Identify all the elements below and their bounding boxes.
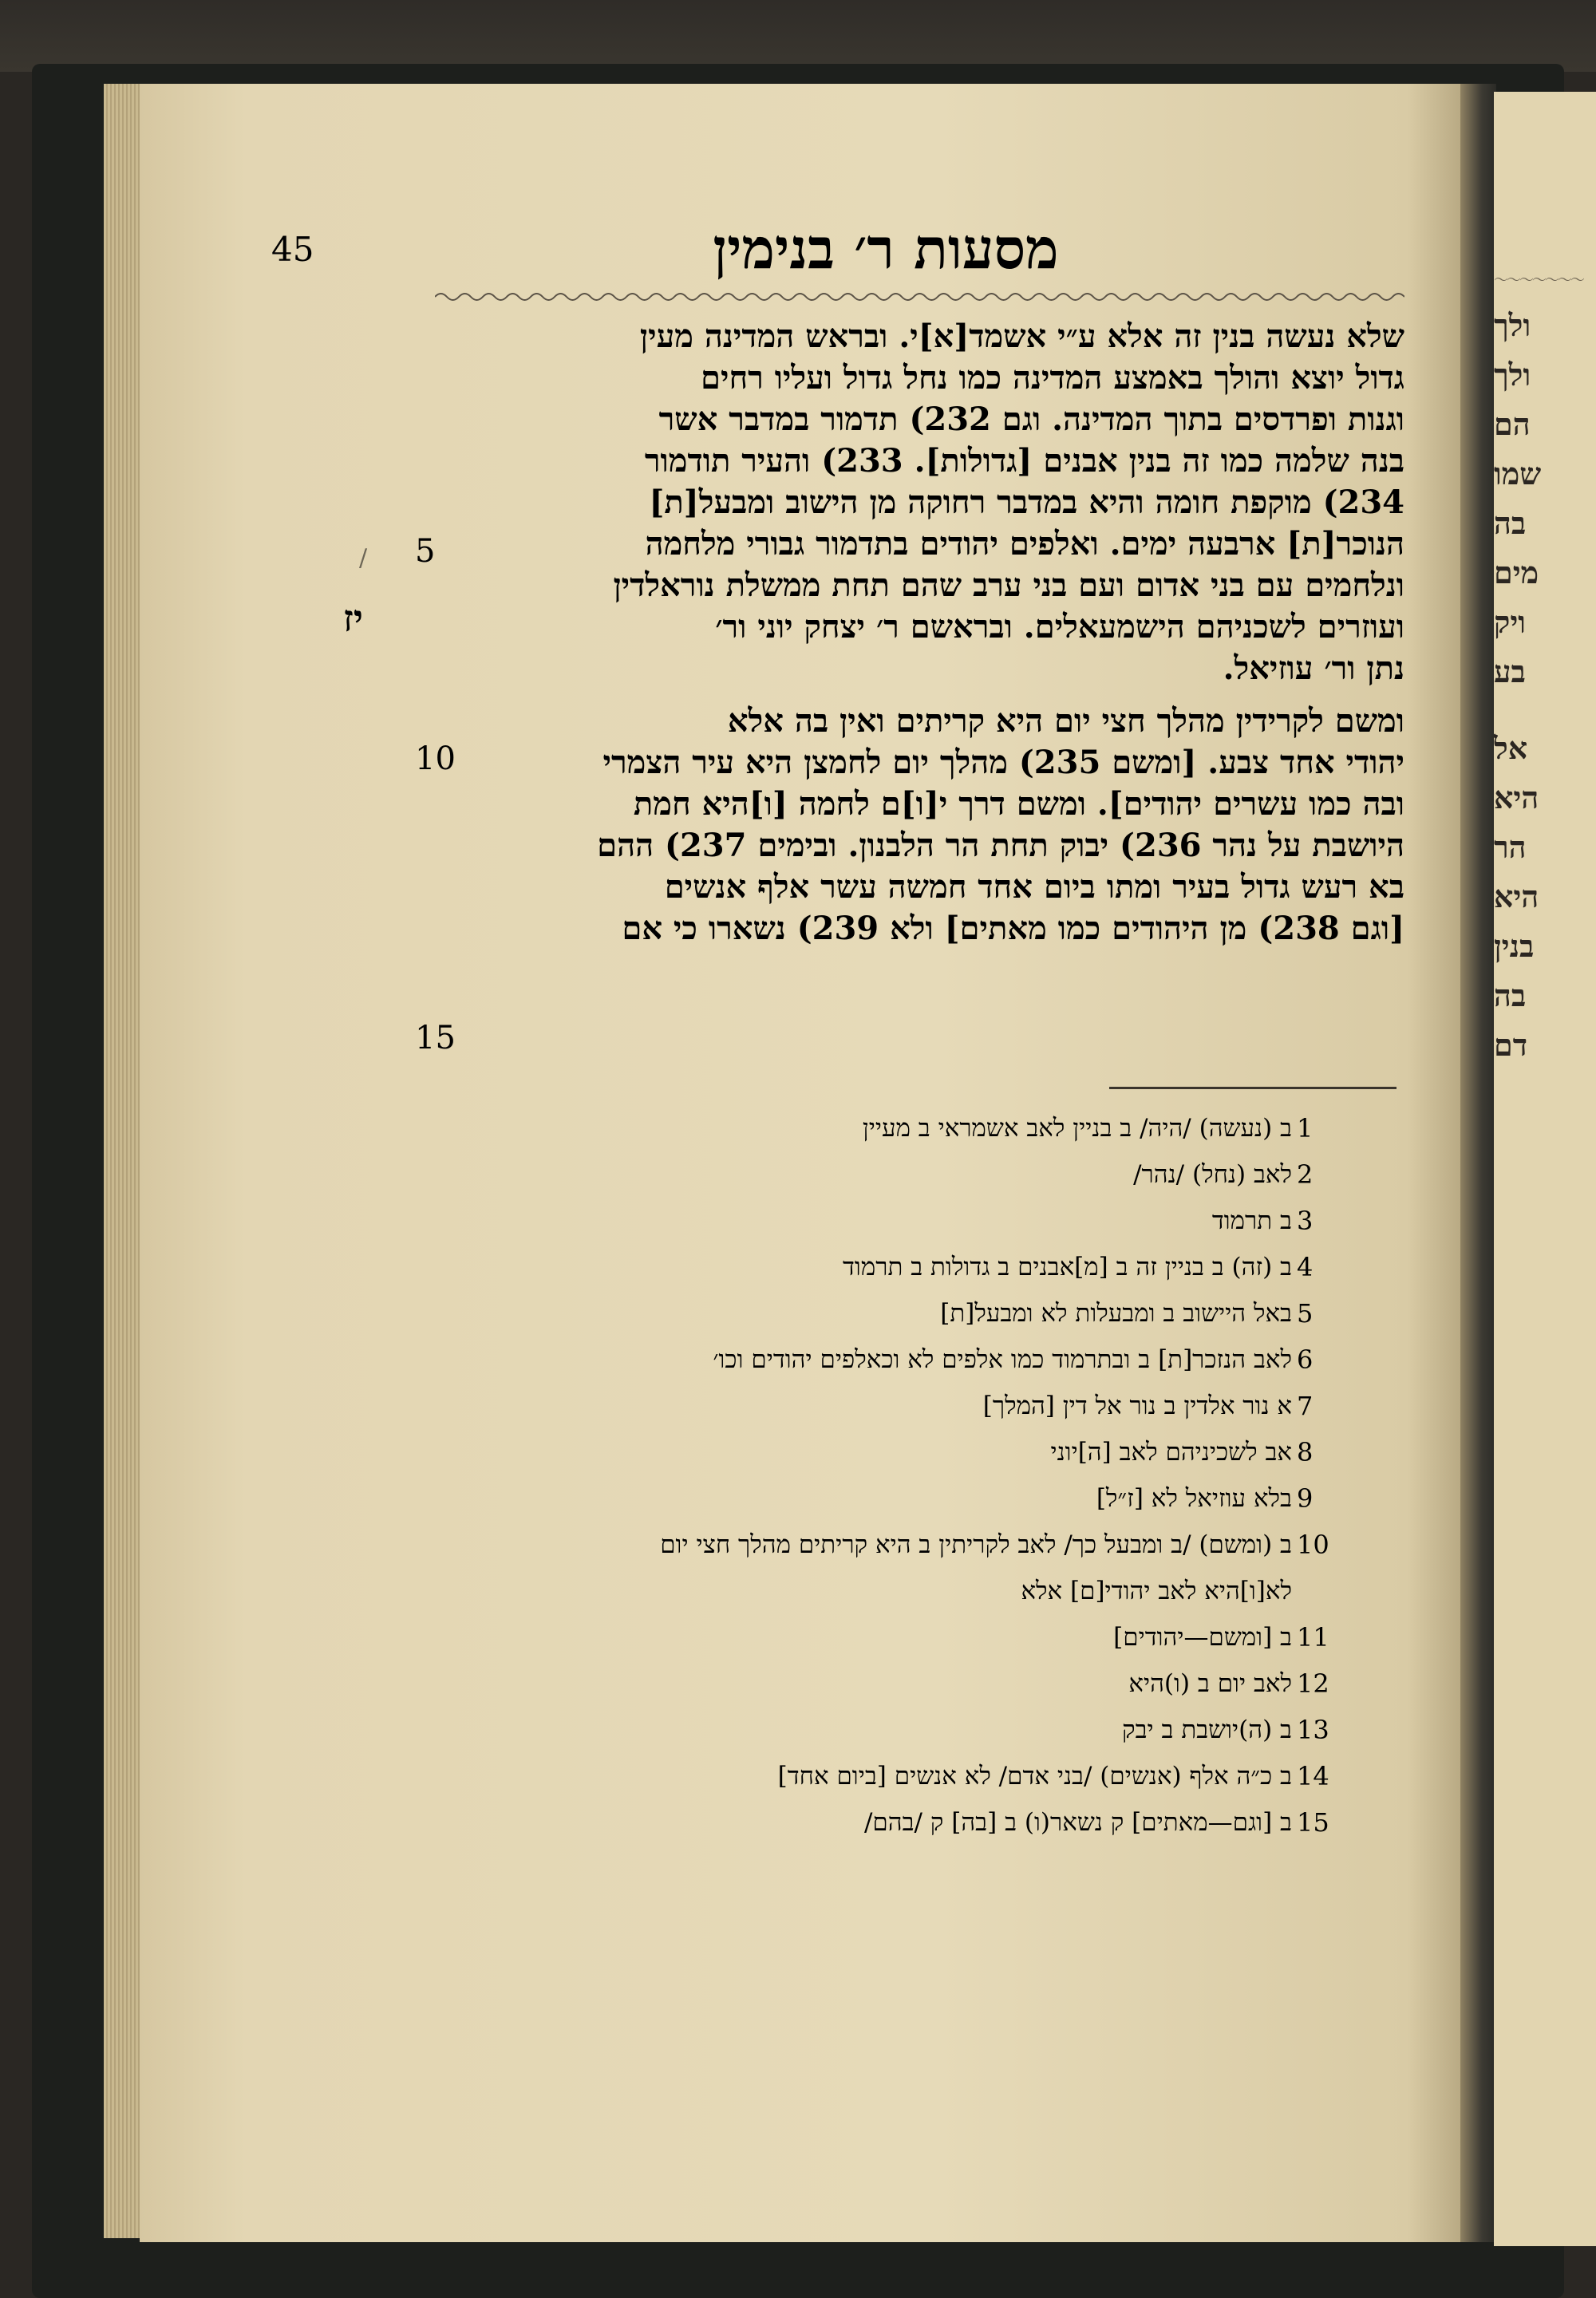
facing-page-fragment: אל	[1494, 730, 1528, 766]
facing-page-fragment: בה	[1494, 977, 1527, 1013]
apparatus-line-number: 13	[1297, 1715, 1329, 1745]
apparatus-line-number: 3	[1297, 1206, 1314, 1236]
facing-page-fragment: דם	[1494, 1027, 1527, 1063]
facing-page-rule: 〜〜〜〜〜〜〜	[1494, 272, 1583, 289]
apparatus-line-number: 9	[1297, 1483, 1314, 1514]
main-text-line: שלא נעשה בנין זה אלא ע״י אשמד[א]י. ובראש המדינה מעין	[639, 318, 1404, 355]
main-text-line: הנוכר[ת] ארבעה ימים. ואלפים יהודים בתדמור גבורי מלחמה	[645, 525, 1404, 563]
apparatus-entry	[367, 1753, 1365, 1799]
apparatus-entry-text-line: ב (ומשם) /ב ומבעל כך/ לאב לקריתין ב היא קריתים מהלך חצי יום	[660, 1530, 1292, 1559]
apparatus-entry-text: אב לשכיניהם לאב [ה]יוני	[1050, 1438, 1292, 1467]
apparatus-entry	[367, 1383, 1365, 1429]
apparatus-entry-text: באל היישוב ב ומבעלות לא ומבעל[ת]	[940, 1299, 1292, 1328]
header-wavy-rule	[435, 289, 1404, 305]
backdrop	[0, 0, 1596, 72]
margin-stray-mark: /	[359, 544, 368, 572]
apparatus-line-number: 2	[1297, 1159, 1314, 1190]
facing-page-fragment: בה	[1494, 505, 1527, 541]
main-text-line: 234) מוקפת חומה והיא במדבר רחוקה מן הישוב ומבעל[ת]	[649, 484, 1404, 521]
apparatus-entry-text: בלא עוזיאל לא [ז״ל]	[1096, 1484, 1292, 1513]
apparatus-line-number: 8	[1297, 1437, 1314, 1467]
apparatus-entry-text: א נור אלדין ב נור אל דין [המלך]	[982, 1392, 1292, 1420]
main-text-line: ונלחמים עם בני אדום ועם בני ערב שהם תחת ממשלת נוראלדין	[613, 567, 1404, 604]
apparatus-entry	[367, 1337, 1365, 1383]
facing-page-fragment: שמו	[1494, 456, 1542, 492]
main-text-line: ובה כמו עשרים יהודים]. ומשם דרך י[ו]ם לחמה [ו]היא חמת	[633, 785, 1404, 823]
apparatus-line-number: 11	[1297, 1622, 1329, 1652]
main-text-line: נתן ור׳ עוזיאל.	[1223, 650, 1404, 687]
line-number: 5	[415, 533, 436, 570]
apparatus-entry-text: ב (ה)יושבת ב יבק	[1122, 1716, 1292, 1744]
main-text-line: גדול יוצא והולך באמצע המדינה כמו נחל גדול ועליו רחים	[701, 359, 1404, 397]
apparatus-block	[367, 1105, 1365, 1846]
apparatus-entry	[367, 1105, 1365, 1151]
apparatus-entry	[367, 1290, 1365, 1337]
facing-page-fragment: בנין	[1494, 928, 1535, 964]
main-text-block	[479, 316, 1404, 950]
facing-page-fragment: ולך	[1494, 307, 1531, 343]
apparatus-line-number: 4	[1297, 1252, 1314, 1282]
apparatus-entry	[367, 1614, 1365, 1660]
facing-page-fragment: הר	[1494, 829, 1527, 865]
apparatus-line-number: 5	[1297, 1298, 1314, 1329]
apparatus-entry	[367, 1151, 1365, 1198]
apparatus-entry-text	[367, 1522, 1292, 1614]
main-text-line: היושבת על נהר 236) יבוק תחת הר הלבנון. ובימים 237) ההם	[597, 827, 1404, 864]
apparatus-entry-text: לאב יום ב (ו)היא	[1128, 1669, 1292, 1698]
main-text-line: בנה שלמה כמו זה בנין אבנים [גדולות]. 233) והעיר תודמור	[644, 442, 1404, 480]
main-text-line: וגנות ופרדסים בתוך המדינה. וגם 232) תדמור במדבר אשר	[658, 401, 1404, 438]
main-text-line: ועוזרים לשכניהם הישמעאלים. ובראשם ר׳ יצחק יוני ור׳	[715, 608, 1404, 646]
margin-chapter-mark: יז	[343, 597, 363, 640]
apparatus-entry-text: ב (זה) ב בניין זה ב [מ]אבנים ב גדולות ב תרמוד	[843, 1253, 1292, 1281]
apparatus-entry-text: ב תרמוד	[1211, 1206, 1292, 1235]
apparatus-entry-text: ב (נעשה) /היה/ ב בניין לאב אשמראי ב מעיין	[862, 1114, 1292, 1143]
facing-page-fragment: הם	[1494, 406, 1531, 442]
running-title: מסעות ר׳ בנימין	[713, 215, 1059, 282]
page-number: 45	[271, 230, 314, 269]
book-gutter	[1460, 84, 1496, 2242]
main-text-line: [וגם 238) מן היהודים כמו מאתים] ולא 239) נשארו כי אם	[622, 910, 1404, 947]
apparatus-line-number: 1	[1297, 1113, 1314, 1143]
apparatus-entry	[367, 1198, 1365, 1244]
apparatus-entry-text: לאב (נחל) /נהר/	[1133, 1160, 1292, 1189]
facing-page	[1494, 92, 1596, 2246]
facing-page-fragment: מים	[1494, 555, 1539, 590]
facing-page-fragment: היא	[1494, 879, 1539, 914]
apparatus-line-number: 6	[1297, 1344, 1314, 1375]
apparatus-entry-text-line: לא[ו]היא לאב יהודי[ם] אלא	[1021, 1577, 1292, 1605]
main-text-line: בא רעש גדול בעיר ומתו ביום אחד חמשה עשר אלף אנשים	[664, 868, 1404, 906]
apparatus-entry	[367, 1799, 1365, 1846]
line-number: 15	[415, 1020, 456, 1056]
apparatus-line-number: 10	[1297, 1530, 1329, 1560]
main-text-line: ומשם לקרידין מהלך חצי יום היא קריתים ואין בה אלא	[727, 702, 1404, 740]
apparatus-line-number: 14	[1297, 1761, 1329, 1791]
apparatus-line-number: 12	[1297, 1668, 1329, 1699]
facing-page-fragment: ולך	[1494, 357, 1531, 393]
apparatus-entry	[367, 1660, 1365, 1707]
apparatus-separator	[1109, 1087, 1396, 1089]
facing-page-fragment: בע	[1494, 653, 1526, 689]
apparatus-entry	[367, 1522, 1365, 1614]
apparatus-entry	[367, 1475, 1365, 1522]
apparatus-entry-text: לאב הנזכר[ת] ב ובתרמוד כמו אלפים לא וכאלפים יהודים וכו׳	[713, 1345, 1292, 1374]
facing-page-fragment: היא	[1494, 780, 1539, 815]
apparatus-entry	[367, 1244, 1365, 1290]
line-number: 10	[415, 740, 456, 777]
apparatus-entry	[367, 1707, 1365, 1753]
apparatus-entry-text: ב [ומשם—יהודים]	[1113, 1623, 1292, 1652]
apparatus-entry	[367, 1429, 1365, 1475]
facing-page-fragment: ויק	[1494, 604, 1527, 640]
apparatus-line-number: 7	[1297, 1391, 1314, 1421]
main-text-line: יהודי אחד צבע. [ומשם 235) מהלך יום לחמצן היא עיר הצמרי	[602, 744, 1404, 781]
apparatus-line-number: 15	[1297, 1807, 1329, 1838]
apparatus-entry-text: ב [וגם—מאתים] ק נשאר(ו) ב [בה] ק /בהם/	[863, 1808, 1292, 1837]
apparatus-entry-text: ב כ״ה אלף (אנשים) /בני אדם/ לא אנשים [ביום אחד]	[777, 1762, 1292, 1791]
